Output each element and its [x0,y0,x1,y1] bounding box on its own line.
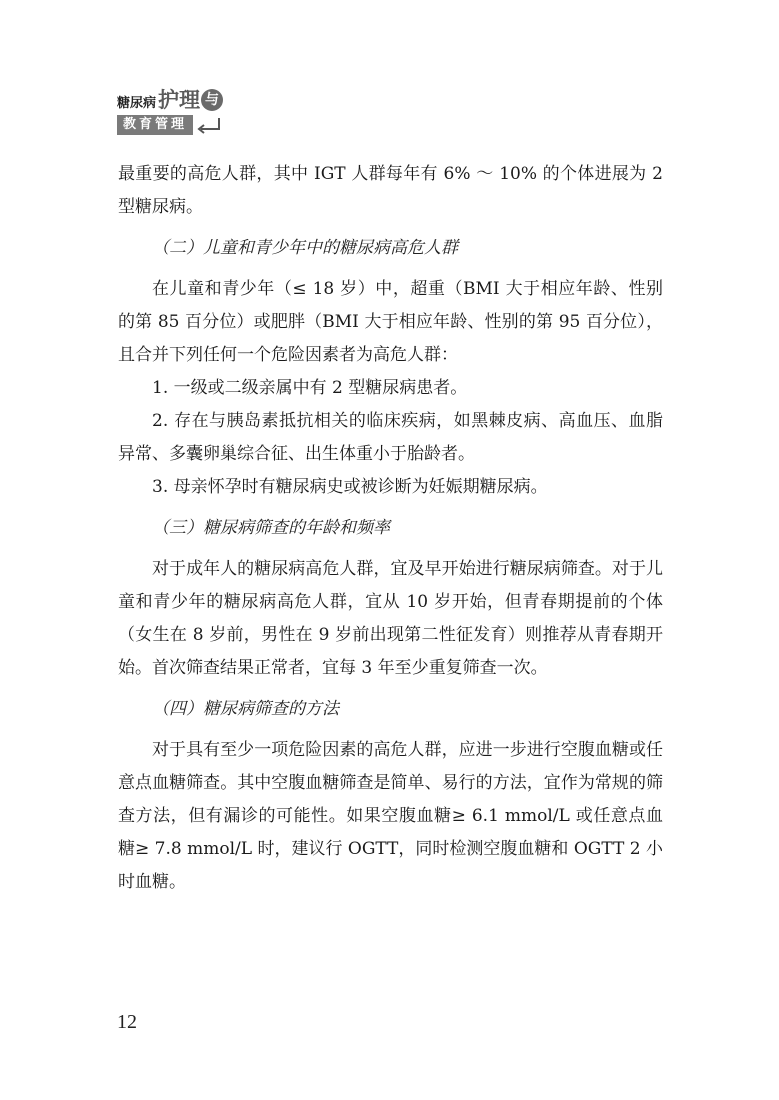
section-heading-children: （二）儿童和青少年中的糖尿病高危人群 [152,238,458,258]
paragraph-high-risk-igt: 最重要的高危人群，其中 IGT 人群每年有 6% ～ 10% 的个体进展为 2 型糖尿病。 [118,164,663,217]
page-content [118,158,663,899]
running-header [117,84,257,140]
page-number: 12 [117,1011,137,1033]
book-title-large: 护理 [158,88,201,112]
return-arrow-icon [195,115,221,135]
paragraph-age-frequency: 对于成年人的糖尿病高危人群，宜及早开始进行糖尿病筛查。对于儿童和青少年的糖尿病高危人群，宜从 10 岁开始，但青春期提前的个体（女生在 8 岁前，男性在 9 岁前出现第二性征发育）则推荐从青春期开始。首次筛查结果正常者，宜每 3 年至少重复筛查一次。 [118,559,663,678]
list-item-2: 2. 存在与胰岛素抵抗相关的临床疾病，如黑棘皮病、高血压、血脂异常、多囊卵巢综合征、出生体重小于胎龄者。 [118,411,663,464]
book-subtitle-row [117,114,221,136]
paragraph-methods: 对于具有至少一项危险因素的高危人群，应进一步进行空腹血糖或任意点血糖筛查。其中空腹血糖筛查是简单、易行的方法，宜作为常规的筛查方法，但有漏诊的可能性。如果空腹血糖≥ 6.1 mmol/L 或任意点血糖≥ 7.8 mmol/L 时，建议行 OGTT，同时检测空腹血糖和 OGTT 2 小时血糖。 [118,740,663,892]
paragraph-children-criteria: 在儿童和青少年（≤ 18 岁）中，超重（BMI 大于相应年龄、性别的第 85 百分位）或肥胖（BMI 大于相应年龄、性别的第 95 百分位），且合并下列任何一个危险因素者为高危人群： [118,279,663,365]
list-item-1: 1. 一级或二级亲属中有 2 型糖尿病患者。 [152,378,468,398]
list-item-3: 3. 母亲怀孕时有糖尿病史或被诊断为妊娠期糖尿病。 [152,477,548,497]
book-title-circle: 与 [201,89,223,111]
section-heading-age-frequency: （三）糖尿病筛查的年龄和频率 [152,518,390,538]
book-title [117,84,223,112]
book-subtitle: 教育管理 [117,115,193,135]
book-title-small: 糖尿病 [117,96,157,111]
section-heading-methods: （四）糖尿病筛查的方法 [152,699,339,719]
